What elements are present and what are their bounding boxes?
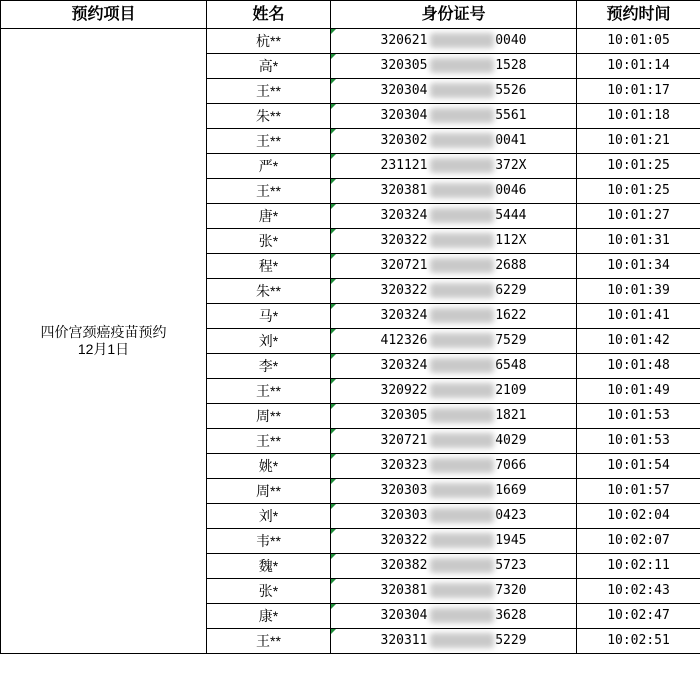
id-redaction [430, 308, 494, 323]
name-cell: 杭** [207, 29, 331, 54]
id-prefix: 320311 [380, 633, 428, 648]
id-prefix: 320324 [380, 308, 428, 323]
time-cell: 10:01:18 [577, 104, 700, 129]
cell-comment-marker [331, 304, 336, 309]
time-cell: 10:01:53 [577, 429, 700, 454]
id-cell [331, 104, 577, 129]
id-redaction [430, 258, 494, 273]
id-suffix: 5561 [495, 108, 527, 123]
project-date: 12月1日 [77, 341, 130, 357]
id-cell [331, 229, 577, 254]
id-redaction [430, 283, 494, 298]
id-cell [331, 354, 577, 379]
id-redaction [430, 233, 494, 248]
id-prefix: 320302 [380, 133, 428, 148]
cell-comment-marker [331, 504, 336, 509]
id-redaction [430, 633, 494, 648]
project-cell [1, 29, 207, 654]
id-suffix: 0046 [495, 183, 527, 198]
cell-comment-marker [331, 179, 336, 184]
id-redaction [430, 508, 494, 523]
header-row [1, 1, 700, 29]
id-redaction [430, 458, 494, 473]
id-prefix: 320922 [380, 383, 428, 398]
time-cell: 10:01:25 [577, 179, 700, 204]
id-prefix: 231121 [380, 158, 428, 173]
name-cell: 程* [207, 254, 331, 279]
header-time: 预约时间 [577, 1, 700, 29]
id-suffix: 5526 [495, 83, 527, 98]
id-redaction [430, 183, 494, 198]
id-prefix: 320324 [380, 208, 428, 223]
id-cell [331, 154, 577, 179]
cell-comment-marker [331, 254, 336, 259]
name-cell: 朱** [207, 279, 331, 304]
id-redaction [430, 483, 494, 498]
id-prefix: 320304 [380, 108, 428, 123]
cell-comment-marker [331, 229, 336, 234]
name-cell: 康* [207, 604, 331, 629]
id-suffix: 0423 [495, 508, 527, 523]
id-cell [331, 79, 577, 104]
id-prefix: 320381 [380, 583, 428, 598]
time-cell: 10:02:11 [577, 554, 700, 579]
cell-comment-marker [331, 404, 336, 409]
id-suffix: 3628 [495, 608, 527, 623]
table-row [1, 29, 700, 54]
cell-comment-marker [331, 604, 336, 609]
time-cell: 10:01:39 [577, 279, 700, 304]
time-cell: 10:01:17 [577, 79, 700, 104]
id-redaction [430, 358, 494, 373]
cell-comment-marker [331, 154, 336, 159]
id-cell [331, 254, 577, 279]
id-redaction [430, 158, 494, 173]
cell-comment-marker [331, 579, 336, 584]
id-prefix: 320721 [380, 258, 428, 273]
time-cell: 10:02:51 [577, 629, 700, 654]
name-cell: 王** [207, 629, 331, 654]
name-cell: 李* [207, 354, 331, 379]
id-cell [331, 529, 577, 554]
id-suffix: 1528 [495, 58, 527, 73]
id-suffix: 1622 [495, 308, 527, 323]
id-suffix: 5229 [495, 633, 527, 648]
time-cell: 10:01:48 [577, 354, 700, 379]
cell-comment-marker [331, 79, 336, 84]
id-redaction [430, 108, 494, 123]
name-cell: 王** [207, 129, 331, 154]
header-project: 预约项目 [1, 1, 207, 29]
time-cell: 10:01:34 [577, 254, 700, 279]
time-cell: 10:01:54 [577, 454, 700, 479]
name-cell: 马* [207, 304, 331, 329]
id-prefix: 412326 [380, 333, 428, 348]
name-cell: 王** [207, 179, 331, 204]
id-cell [331, 279, 577, 304]
header-id: 身份证号 [331, 1, 577, 29]
id-suffix: 5723 [495, 558, 527, 573]
id-cell [331, 604, 577, 629]
cell-comment-marker [331, 379, 336, 384]
id-prefix: 320304 [380, 608, 428, 623]
id-suffix: 372X [495, 158, 527, 173]
id-prefix: 320323 [380, 458, 428, 473]
time-cell: 10:01:21 [577, 129, 700, 154]
name-cell: 高* [207, 54, 331, 79]
id-cell [331, 304, 577, 329]
name-cell: 朱** [207, 104, 331, 129]
id-cell [331, 179, 577, 204]
name-cell: 张* [207, 229, 331, 254]
name-cell: 张* [207, 579, 331, 604]
id-suffix: 0040 [495, 33, 527, 48]
id-cell [331, 629, 577, 654]
id-cell [331, 379, 577, 404]
name-cell: 魏* [207, 554, 331, 579]
time-cell: 10:01:42 [577, 329, 700, 354]
id-cell [331, 129, 577, 154]
id-prefix: 320382 [380, 558, 428, 573]
id-redaction [430, 558, 494, 573]
id-prefix: 320305 [380, 58, 428, 73]
name-cell: 王** [207, 79, 331, 104]
name-cell: 严* [207, 154, 331, 179]
id-redaction [430, 433, 494, 448]
name-cell: 姚* [207, 454, 331, 479]
cell-comment-marker [331, 104, 336, 109]
name-cell: 刘* [207, 329, 331, 354]
id-suffix: 5444 [495, 208, 527, 223]
cell-comment-marker [331, 129, 336, 134]
id-suffix: 7320 [495, 583, 527, 598]
id-prefix: 320305 [380, 408, 428, 423]
header-name: 姓名 [207, 1, 331, 29]
id-cell [331, 204, 577, 229]
id-suffix: 4029 [495, 433, 527, 448]
id-redaction [430, 58, 494, 73]
cell-comment-marker [331, 54, 336, 59]
project-name: 四价宫颈癌疫苗预约 [40, 324, 167, 340]
cell-comment-marker [331, 354, 336, 359]
id-redaction [430, 608, 494, 623]
cell-comment-marker [331, 554, 336, 559]
time-cell: 10:01:14 [577, 54, 700, 79]
id-cell [331, 329, 577, 354]
id-suffix: 1821 [495, 408, 527, 423]
id-prefix: 320303 [380, 508, 428, 523]
cell-comment-marker [331, 204, 336, 209]
id-redaction [430, 83, 494, 98]
id-prefix: 320324 [380, 358, 428, 373]
time-cell: 10:02:07 [577, 529, 700, 554]
cell-comment-marker [331, 529, 336, 534]
cell-comment-marker [331, 454, 336, 459]
time-cell: 10:01:49 [577, 379, 700, 404]
id-suffix: 1945 [495, 533, 527, 548]
name-cell: 刘* [207, 504, 331, 529]
time-cell: 10:01:57 [577, 479, 700, 504]
id-redaction [430, 533, 494, 548]
id-redaction [430, 33, 494, 48]
name-cell: 韦** [207, 529, 331, 554]
time-cell: 10:02:47 [577, 604, 700, 629]
cell-comment-marker [331, 479, 336, 484]
id-suffix: 6548 [495, 358, 527, 373]
time-cell: 10:02:43 [577, 579, 700, 604]
id-prefix: 320322 [380, 283, 428, 298]
id-suffix: 2109 [495, 383, 527, 398]
time-cell: 10:01:05 [577, 29, 700, 54]
id-suffix: 7066 [495, 458, 527, 473]
id-cell [331, 579, 577, 604]
id-cell [331, 554, 577, 579]
time-cell: 10:01:27 [577, 204, 700, 229]
cell-comment-marker [331, 429, 336, 434]
id-redaction [430, 383, 494, 398]
id-cell [331, 429, 577, 454]
id-suffix: 112X [495, 233, 527, 248]
name-cell: 王** [207, 429, 331, 454]
id-cell [331, 454, 577, 479]
id-suffix: 2688 [495, 258, 527, 273]
id-cell [331, 504, 577, 529]
cell-comment-marker [331, 29, 336, 34]
id-cell [331, 54, 577, 79]
id-suffix: 7529 [495, 333, 527, 348]
id-redaction [430, 133, 494, 148]
name-cell: 王** [207, 379, 331, 404]
id-redaction [430, 208, 494, 223]
id-redaction [430, 583, 494, 598]
id-redaction [430, 333, 494, 348]
id-suffix: 6229 [495, 283, 527, 298]
time-cell: 10:02:04 [577, 504, 700, 529]
id-cell [331, 29, 577, 54]
id-prefix: 320304 [380, 83, 428, 98]
id-prefix: 320381 [380, 183, 428, 198]
id-prefix: 320322 [380, 533, 428, 548]
id-prefix: 320621 [380, 33, 428, 48]
id-cell [331, 404, 577, 429]
id-prefix: 320303 [380, 483, 428, 498]
time-cell: 10:01:25 [577, 154, 700, 179]
cell-comment-marker [331, 329, 336, 334]
cell-comment-marker [331, 279, 336, 284]
id-suffix: 0041 [495, 133, 527, 148]
id-redaction [430, 408, 494, 423]
id-prefix: 320322 [380, 233, 428, 248]
cell-comment-marker [331, 629, 336, 634]
name-cell: 周** [207, 479, 331, 504]
id-prefix: 320721 [380, 433, 428, 448]
time-cell: 10:01:41 [577, 304, 700, 329]
name-cell: 周** [207, 404, 331, 429]
time-cell: 10:01:53 [577, 404, 700, 429]
time-cell: 10:01:31 [577, 229, 700, 254]
id-suffix: 1669 [495, 483, 527, 498]
name-cell: 唐* [207, 204, 331, 229]
id-cell [331, 479, 577, 504]
